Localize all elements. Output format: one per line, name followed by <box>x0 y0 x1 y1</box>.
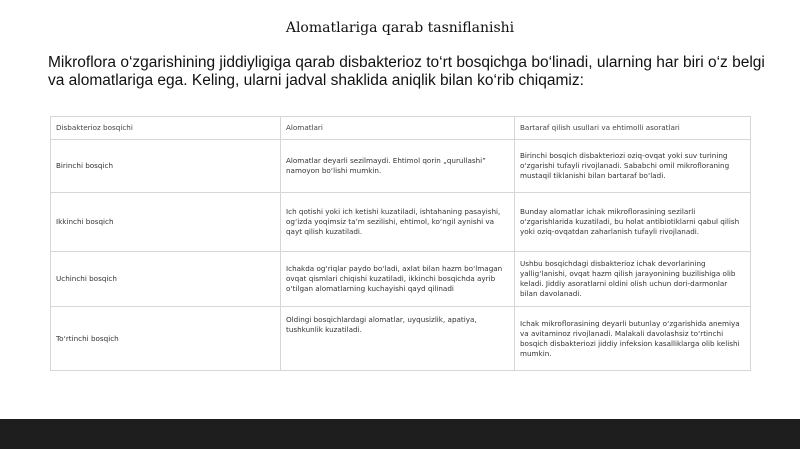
symptoms-cell: Alomatlar deyarli sezilmaydi. Ehtimol qorin „qurullashi” namoyon bo‘lishi mumkin. <box>281 140 515 193</box>
stage-cell: Birinchi bosqich <box>51 140 281 193</box>
table-row <box>51 307 751 371</box>
slide-title: Alomatlariga qarab tasniflanishi <box>285 20 515 36</box>
symptoms-cell: Ichakda og‘riqlar paydo bo‘ladi, axlat bilan hazm bo‘lmagan ovqat qismlari chiqishi kuzatiladi, ikkinchi bosqichda ayrib o‘tilgan alomatlarning kuchayishi qayd qilinadi <box>281 252 515 307</box>
stages-table <box>50 116 751 371</box>
stage-cell: To‘rtinchi bosqich <box>51 307 281 371</box>
header-treatment: Bartaraf qilish usullari va ehtimolli asoratlari <box>515 117 751 140</box>
intro-paragraph: Mikroflora o‘zgarishining jiddiyligiga qarab disbakterioz to‘rt bosqichga bo‘linadi, ularning har biri o‘z belgi va alomatlariga ega. Keling, ularni jadval shaklida aniqlik bilan ko‘rib chiqamiz: <box>48 54 765 89</box>
table-header-row <box>51 117 751 140</box>
stage-cell: Uchinchi bosqich <box>51 252 281 307</box>
stage-cell: Ikkinchi bosqich <box>51 193 281 252</box>
symptoms-cell: Oldingi bosqichlardagi alomatlar, uyqusizlik, apatiya, tushkunlik kuzatiladi. <box>281 307 515 371</box>
symptoms-cell: Ich qotishi yoki ich ketishi kuzatiladi, ishtahaning pasayishi, og‘izda yoqimsiz ta’m sezilishi, ehtimol, ko‘ngil aynishi va qayt qilish kuzatiladi. <box>281 193 515 252</box>
header-stage: Disbakterioz bosqichi <box>51 117 281 140</box>
table-row <box>51 252 751 307</box>
bottom-bar <box>0 419 800 449</box>
table-row <box>51 193 751 252</box>
treatment-cell: Bunday alomatlar ichak mikroflorasining sezilarli o‘zgarishlarida kuzatiladi, bu holat antibiotiklarni qabul qilish yoki oziq-ovqatdan zaharlanish tufayli rivojlanadi. <box>515 193 751 252</box>
treatment-cell: Ushbu bosqichdagi disbakterioz ichak devorlarining yallig‘lanishi, ovqat hazm qilish jarayonining buzilishiga olib keladi. Jiddiy asoratlarni oldini olish uchun dori-darmonlar bilan davolanadi. <box>515 252 751 307</box>
treatment-cell: Birinchi bosqich disbakteriozi oziq-ovqat yoki suv turining o‘zgarishi tufayli rivojlanadi. Sababchi omil mikrofloraning mustaqil tiklanishi bilan bartaraf bo‘ladi. <box>515 140 751 193</box>
treatment-cell: Ichak mikroflorasining deyarli butunlay o‘zgarishida anemiya va avitaminoz rivojlanadi. Malakali davolashsiz to‘rtinchi bosqich disbakteriozi jiddiy infeksion kasalliklarga olib kelishi mumkin. <box>515 307 751 371</box>
table-row <box>51 140 751 193</box>
header-symptoms: Alomatlari <box>281 117 515 140</box>
